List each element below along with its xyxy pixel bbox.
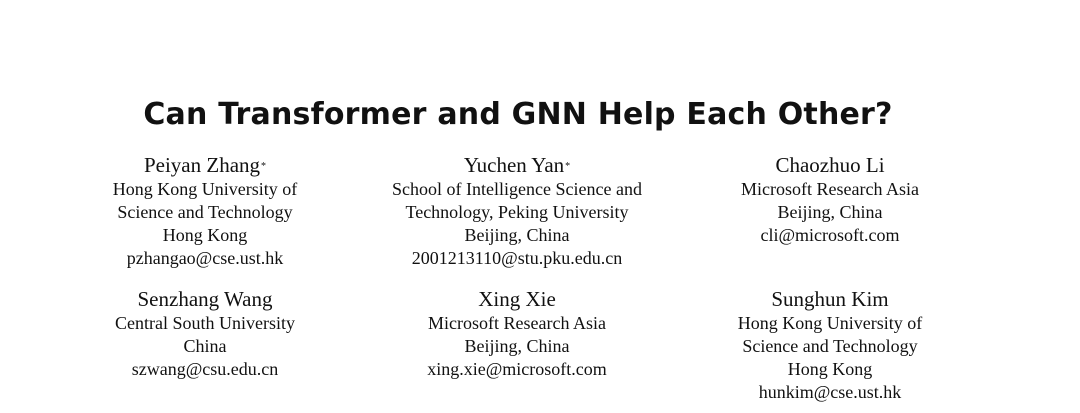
author-block-sunghun-kim xyxy=(660,286,1000,404)
affiliation-line: Central South University xyxy=(115,313,295,333)
affiliation-line: Microsoft Research Asia xyxy=(741,179,919,199)
author-email: hunkim@cse.ust.hk xyxy=(758,382,902,402)
author-email: 2001213110@stu.pku.edu.cn xyxy=(411,248,623,268)
affiliation-line: Hong Kong University of xyxy=(737,313,923,333)
author-email: xing.xie@microsoft.com xyxy=(427,359,607,379)
affiliation-line: Hong Kong University of xyxy=(112,179,298,199)
affiliation-line: Technology, Peking University xyxy=(405,202,629,222)
affiliation-line: China xyxy=(183,336,227,356)
author-email: cli@microsoft.com xyxy=(760,225,900,245)
author-block-chaozhuo-li xyxy=(660,152,1000,247)
affiliation-line: Beijing, China xyxy=(464,225,570,245)
author-block-yuchen-yan xyxy=(347,152,687,270)
affiliation-line: Science and Technology xyxy=(742,336,918,356)
affiliation-line: Hong Kong xyxy=(787,359,873,379)
author-name: Chaozhuo Li xyxy=(775,153,885,177)
author-block-peiyan-zhang xyxy=(35,152,375,270)
author-name: Xing Xie xyxy=(478,287,556,311)
paper-title: Can Transformer and GNN Help Each Other? xyxy=(143,97,893,132)
author-name: Peiyan Zhang* xyxy=(143,153,267,177)
author-name: Senzhang Wang xyxy=(137,287,273,311)
affiliation-line: Microsoft Research Asia xyxy=(428,313,606,333)
affiliation-line: Beijing, China xyxy=(464,336,570,356)
author-block-xing-xie xyxy=(347,286,687,381)
equal-contribution-mark: * xyxy=(565,161,571,172)
equal-contribution-mark: * xyxy=(261,161,267,172)
author-name: Yuchen Yan* xyxy=(463,153,571,177)
affiliation-line: School of Intelligence Science and xyxy=(392,179,642,199)
affiliation-line: Beijing, China xyxy=(777,202,883,222)
author-name: Sunghun Kim xyxy=(771,287,889,311)
author-block-senzhang-wang xyxy=(35,286,375,381)
author-email: pzhangao@cse.ust.hk xyxy=(126,248,284,268)
affiliation-line: Hong Kong xyxy=(162,225,248,245)
affiliation-line: Science and Technology xyxy=(117,202,293,222)
author-email: szwang@csu.edu.cn xyxy=(131,359,279,379)
